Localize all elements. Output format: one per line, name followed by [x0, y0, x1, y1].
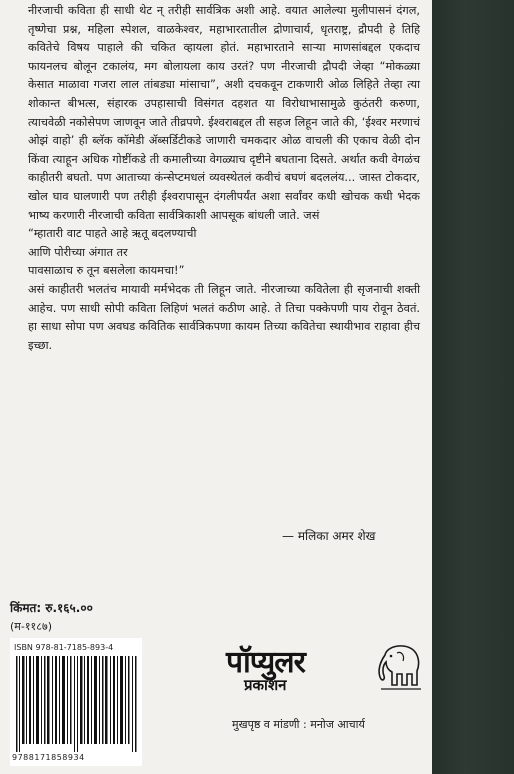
barcode-block — [10, 638, 142, 766]
publisher-logo — [226, 640, 376, 706]
price-label: किंमत: रु.१६५.०० — [10, 601, 93, 615]
blurb-paragraph-2: असं काहीतरी भलतंच मायावी मर्मभेदक ती लिहून जाते. नीरजाच्या कवितेला ही सृजनाची शक्ती आहेच. पण साधी सोपी कविता लिहिणं भलतं कठीण आहे. ते तिचा पक्केपणी पाय रोवून ठेवतं. हा साधा सोपा पण अवघड कवितिक सार्वत्रिकपणा कायम तिच्या कवितेचा स्थायीभाव राहावा हीच इच्छा. — [28, 282, 420, 352]
elephant-icon — [377, 641, 423, 699]
poem-line: “म्हातारी वाट पाहते आहे ऋतू बदलण्याची — [28, 227, 197, 241]
poem-line: आणि पोरीच्या अंगात तर — [28, 245, 128, 259]
isbn-text: ISBN 978-81-7185-893-4 — [14, 643, 114, 652]
catalog-code: (म-११८७) — [10, 620, 53, 633]
cover-credit: मुखपृष्ठ व मांडणी : मनोज आचार्य — [232, 718, 365, 731]
blurb-text — [28, 2, 420, 355]
barcode-digits: 9788171858934 — [12, 753, 85, 762]
publisher-name-top: पॉप्युलर — [226, 645, 305, 680]
author-signature: — मलिका अमर शेख — [282, 529, 376, 543]
poem-quote — [28, 225, 420, 281]
blurb-paragraph-1: नीरजाची कविता ही साधी थेट न् तरीही सार्वत्रिक अशी आहे. वयात आलेल्या मुलीपासनं दंगल, तृष्णेचा प्रश्न, महिला स्पेशल, वाळकेश्वर, महाभारतातील द्रोणाचार्य, धृतराष्ट्र, द्रौपदी हे तिहि कवितेचे विषय पाहाले की चकित व्हायला होतं. महाभारताने साऱ्या माणसांबद्दल एकदाच फायनलच बोलून टकालंय, मग बोलायला काय उरतं? पण नीरजाची द्रौपदी जेव्हा “मोकळ्या केसात माळावा गजरा लाल तांबड्या मांसाचा”, अशी दचकवून टाकणारी ओळ लिहिते तेव्हा त्या शोकान्त बीभत्स, संहारक उपहासाची विसंगत दहशत या विरोधाभासामुळे कुठंतरी करुणा, त्याचवेळी नकोसेपण जाणवून जाते तीव्रपणे. ईश्वराबद्दल ती सहज लिहून जाते की, ‘ईश्वर मरणाचं ओझं वाहो’ ही ब्लॅक कॉमेडी ॲब्सर्डिटीकडे जाणारी चमकदार ओळ वाचली की एकाच वेळी दोन किंवा त्याहून अधिक गोष्टींकडे ती कमालीच्या वेगळ्याच दृष्टीने बघताना दिसते. अर्थात कवी वेगळंच काहीतरी बघतो. पण आताच्या कंन्सेप्टमधलं व्यवस्थेतलं कवीचं बघणं बदललंय... जास्त टोकदार, खोल घाव घालणारी पण तरीही ईश्वरापासून दंगलीपर्यंत अशा सर्वांवर कधी खोचक कधी भेदक भाष्य करणारी नीरजाची कविता सार्वत्रिकाशी आपसूक बांधली जाते. जसं — [28, 4, 420, 222]
poem-line: पावसाळाच रु तून बसलेला कायमचा!” — [28, 264, 185, 278]
barcode-icon — [14, 656, 138, 752]
publisher-name-bottom: प्रकाशन — [244, 676, 287, 694]
book-spine — [432, 0, 514, 774]
